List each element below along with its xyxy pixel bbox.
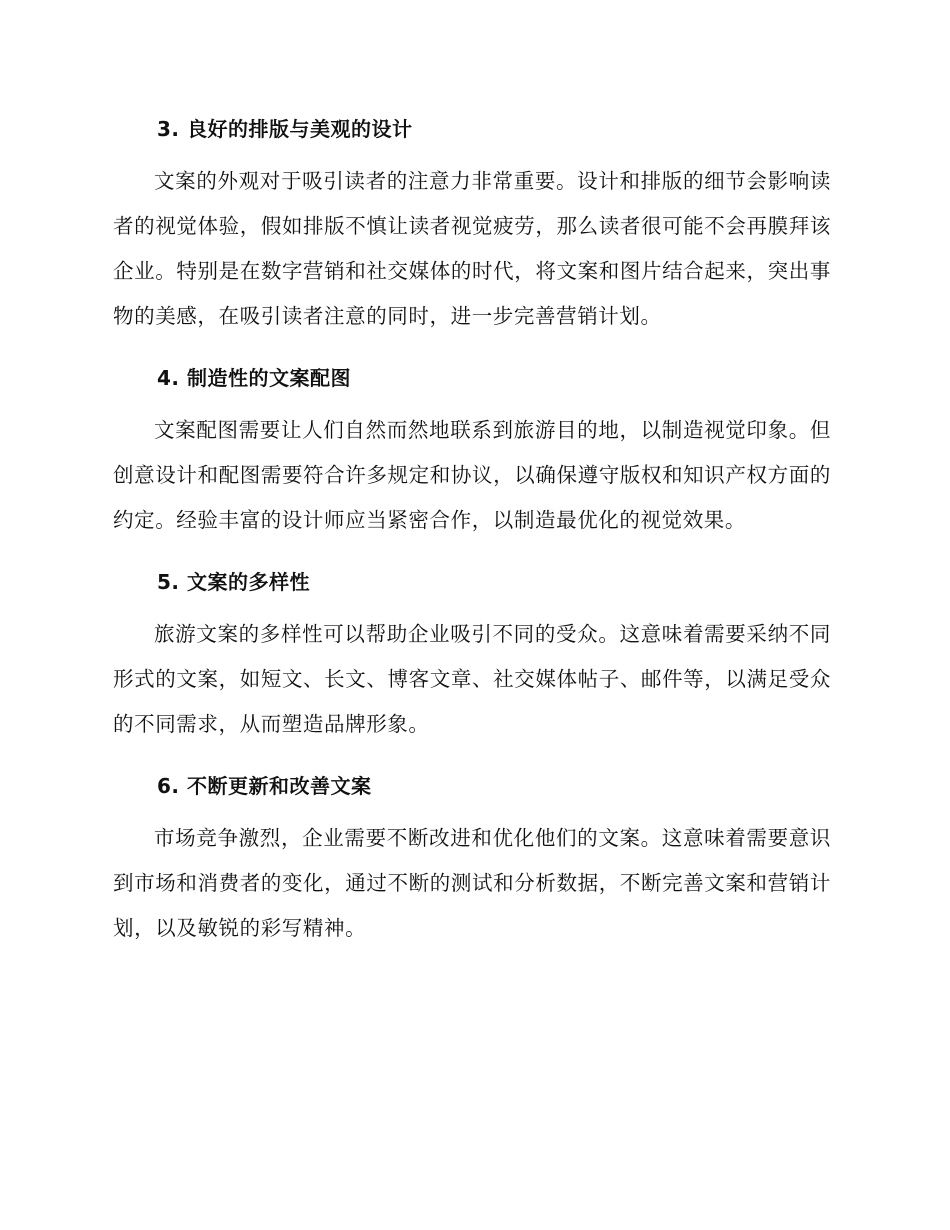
section-paragraph: 旅游文案的多样性可以帮助企业吸引不同的受众。这意味着需要采纳不同形式的文案，如短文、长文、博客文章、社交媒体帖子、邮件等，以满足受众的不同需求，从而塑造品牌形象。 <box>113 622 831 736</box>
section-5 <box>113 565 831 747</box>
section-4 <box>113 361 831 543</box>
section-6 <box>113 769 831 951</box>
section-paragraph: 文案配图需要让人们自然而然地联系到旅游目的地，以制造视觉印象。但创意设计和配图需要符合许多规定和协议，以确保遵守版权和知识产权方面的约定。经验丰富的设计师应当紧密合作，以制造最优化的视觉效果。 <box>113 418 831 532</box>
section-3 <box>113 112 831 339</box>
section-heading: 3. 良好的排版与美观的设计 <box>157 117 413 141</box>
section-heading: 5. 文案的多样性 <box>157 570 310 594</box>
section-heading: 4. 制造性的文案配图 <box>157 366 351 390</box>
section-paragraph: 市场竞争激烈，企业需要不断改进和优化他们的文案。这意味着需要意识到市场和消费者的变化，通过不断的测试和分析数据，不断完善文案和营销计划，以及敏锐的彩写精神。 <box>113 826 831 940</box>
section-paragraph: 文案的外观对于吸引读者的注意力非常重要。设计和排版的细节会影响读者的视觉体验，假如排版不慎让读者视觉疲劳，那么读者很可能不会再膜拜该企业。特别是在数字营销和社交媒体的时代，将文案和图片结合起来，突出事物的美感，在吸引读者注意的同时，进一步完善营销计划。 <box>113 169 831 328</box>
document-content <box>113 112 831 973</box>
section-heading: 6. 不断更新和改善文案 <box>157 774 372 798</box>
